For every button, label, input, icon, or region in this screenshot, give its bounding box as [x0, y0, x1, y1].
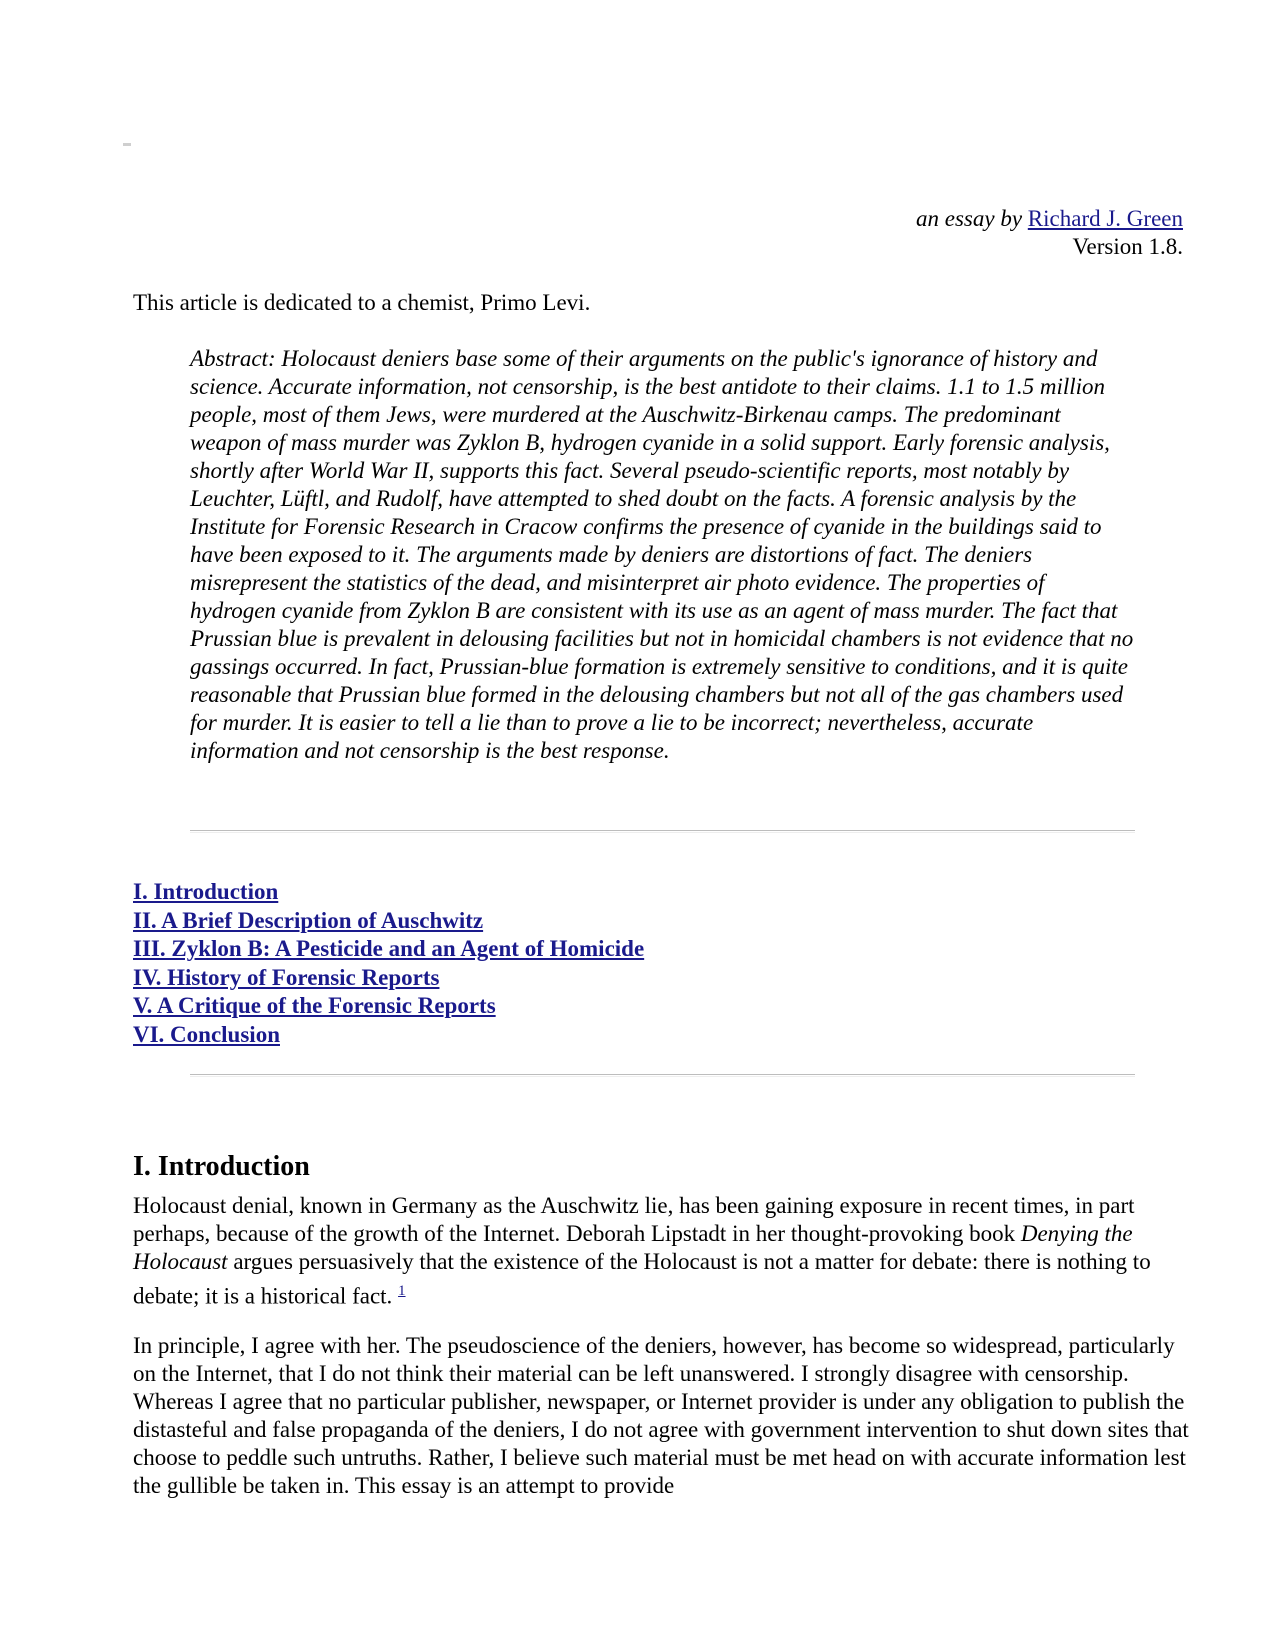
toc-link-forensic-history[interactable]: IV. History of Forensic Reports: [133, 964, 440, 990]
divider-bottom: [190, 1074, 1135, 1077]
toc-link-introduction[interactable]: I. Introduction: [133, 879, 279, 904]
toc-link-conclusion[interactable]: VI. Conclusion: [133, 1021, 280, 1047]
byline: [916, 205, 1183, 261]
footnote-link-1[interactable]: 1: [398, 1283, 406, 1299]
intro-paragraph-1: [133, 1192, 1198, 1311]
byline-prefix: an essay by: [916, 206, 1023, 231]
intro-paragraph-2: In principle, I agree with her. The pseudoscience of the deniers, however, has become so widespread, particularly on the Internet, that I do not think their material can be left unanswered. I strongly disagree with censorship. Whereas I agree that no particular publisher, newspaper, or Internet provider is under any obligation to publish the distasteful and false propaganda of the deniers, I do not agree with government intervention to shut down sites that choose to peddle such untruths. Rather, I believe such material must be met head on with accurate information lest the gullible be taken in. This essay is an attempt to provide: [133, 1333, 1189, 1498]
toc-link-zyklon-b[interactable]: III. Zyklon B: A Pesticide and an Agent of Homicide: [133, 936, 645, 961]
footnote-ref: [398, 1279, 406, 1300]
author-link[interactable]: Richard J. Green: [1027, 206, 1183, 231]
divider-top: [190, 830, 1135, 833]
section-heading: I. Introduction: [133, 1151, 310, 1182]
version-text: Version 1.8.: [1072, 234, 1183, 259]
scan-mark: [123, 143, 131, 146]
toc-link-critique[interactable]: V. A Critique of the Forensic Reports: [133, 993, 496, 1018]
toc-link-auschwitz[interactable]: II. A Brief Description of Auschwitz: [133, 907, 484, 933]
intro-p1-end: argues persuasively that the existence of the Holocaust is not a matter for debate: there is nothing to debate; it is a historical fact.: [133, 1249, 1151, 1309]
table-of-contents: [133, 878, 644, 1049]
abstract: Abstract: Holocaust deniers base some of their arguments on the public's ignorance of history and science. Accurate information, not censorship, is the best antidote to their claims. 1.1 to 1.5 million people, most of them Jews, were murdered at the Auschwitz-Birkenau camps. The predominant weapon of mass murder was Zyklon B, hydrogen cyanide in a solid support. Early forensic analysis, shortly after World War II, supports this fact. Several pseudo-scientific reports, most notably by Leuchter, Lüftl, and Rudolf, have attempted to shed doubt on the facts. A forensic analysis by the Institute for Forensic Research in Cracow confirms the presence of cyanide in the buildings said to have been exposed to it. The arguments made by deniers are distortions of fact. The deniers misrepresent the statistics of the dead, and misinterpret air photo evidence. The properties of hydrogen cyanide from Zyklon B are consistent with its use as an agent of mass murder. The fact that Prussian blue is prevalent in delousing facilities but not in homicidal chambers is not evidence that no gassings occurred. In fact, Prussian-blue formation is extremely sensitive to conditions, and it is quite reasonable that Prussian blue formed in the delousing chambers but not all of the gas chambers used for murder. It is easier to tell a lie than to prove a lie to be incorrect; nevertheless, accurate information and not censorship is the best response.: [190, 346, 1134, 763]
intro-p1-start: Holocaust denial, known in Germany as the Auschwitz lie, has been gaining exposure in recent times, in part perhaps, because of the growth of the Internet. Deborah Lipstadt in her thought-provoking book: [133, 1193, 1135, 1246]
dedication: This article is dedicated to a chemist, Primo Levi.: [133, 290, 591, 315]
author-line: [916, 205, 1183, 233]
book-title: Denying the Holocaust: [133, 1221, 1133, 1274]
